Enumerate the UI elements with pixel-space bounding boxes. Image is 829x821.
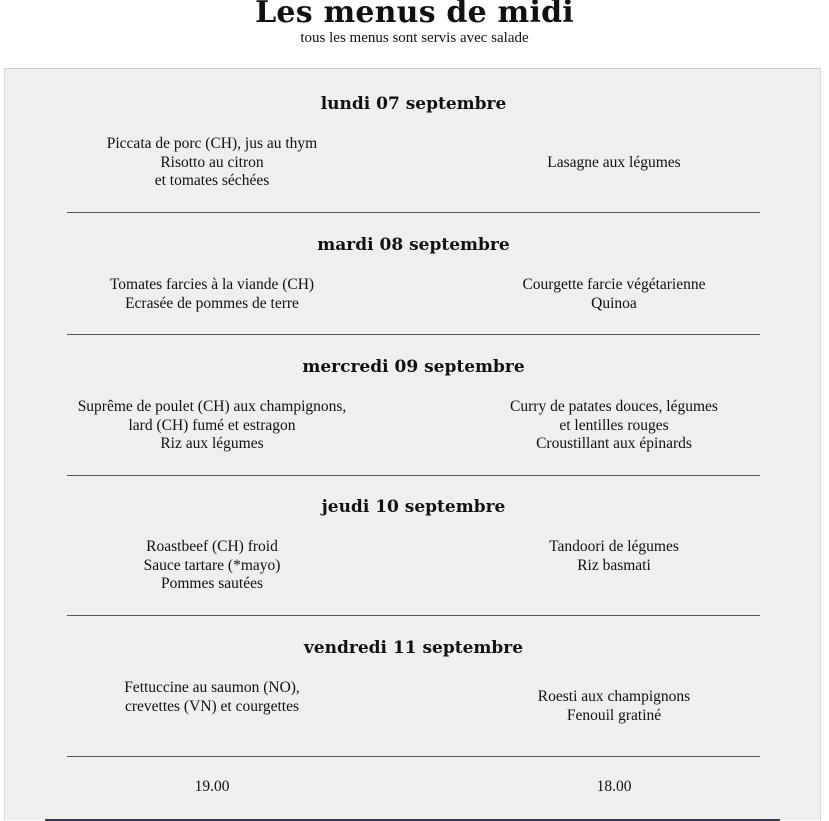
menu-line: Tandoori de légumes [549, 538, 679, 555]
price-left: 19.00 [194, 778, 230, 795]
day-divider [67, 615, 760, 616]
menu-left-mardi [32, 276, 392, 313]
day-title-mardi: mardi 08 septembre [317, 235, 510, 255]
day-title-mercredi: mercredi 09 septembre [302, 357, 525, 377]
menu-line: Curry de patates douces, légumes [510, 398, 718, 415]
menu-line: Lasagne aux légumes [547, 154, 681, 171]
day-divider [67, 212, 760, 213]
day-title-vendredi: vendredi 11 septembre [303, 638, 524, 658]
menu-line: lard (CH) fumé et estragon [128, 416, 296, 434]
day-title-lundi: lundi 07 septembre [320, 94, 507, 114]
page-header [0, 0, 829, 68]
menu-right-jeudi [434, 538, 794, 575]
day-divider [67, 756, 760, 757]
menu-line: Fenouil gratiné [566, 706, 662, 724]
menu-line: et lentilles rouges [559, 416, 669, 434]
menu-line: Pommes sautées [160, 575, 264, 592]
menu-panel [4, 68, 821, 820]
day-title-jeudi: jeudi 10 septembre [321, 497, 506, 517]
menu-line: Riz basmati [577, 556, 651, 574]
menu-right-vendredi [434, 688, 794, 725]
menu-line: Roastbeef (CH) froid [146, 538, 278, 555]
menu-left-vendredi [32, 679, 392, 716]
page-subtitle: tous les menus sont servis avec salade [300, 30, 529, 46]
menu-line: Suprême de poulet (CH) aux champignons, [77, 398, 347, 415]
menu-line: crevettes (VN) et courgettes [124, 697, 299, 715]
day-divider [67, 334, 760, 335]
menu-left-jeudi [32, 538, 392, 594]
menu-line: Courgette farcie végétarienne [522, 276, 706, 293]
menu-left-lundi [32, 135, 392, 191]
page-title: Les menus de midi [255, 0, 574, 30]
menu-left-mercredi [32, 398, 392, 454]
menu-line: et tomates séchées [154, 172, 270, 189]
menu-right-lundi [434, 154, 794, 173]
menu-line: Ecrasée de pommes de terre [125, 294, 299, 312]
menu-line: Roesti aux champignons [537, 688, 691, 705]
menu-line: Tomates farcies à la viande (CH) [109, 276, 315, 293]
menu-right-mardi [434, 276, 794, 313]
menu-line: Risotto au citron [160, 153, 264, 171]
menu-line: Croustillant aux épinards [536, 435, 692, 452]
menu-line: Piccata de porc (CH), jus au thym [106, 135, 318, 152]
menu-line: Quinoa [591, 294, 637, 312]
menu-right-mercredi [434, 398, 794, 454]
price-right: 18.00 [596, 778, 632, 795]
menu-line: Sauce tartare (*mayo) [143, 556, 281, 574]
menu-line: Fettuccine au saumon (NO), [124, 679, 300, 696]
day-divider [67, 475, 760, 476]
menu-line: Riz aux légumes [160, 435, 264, 452]
